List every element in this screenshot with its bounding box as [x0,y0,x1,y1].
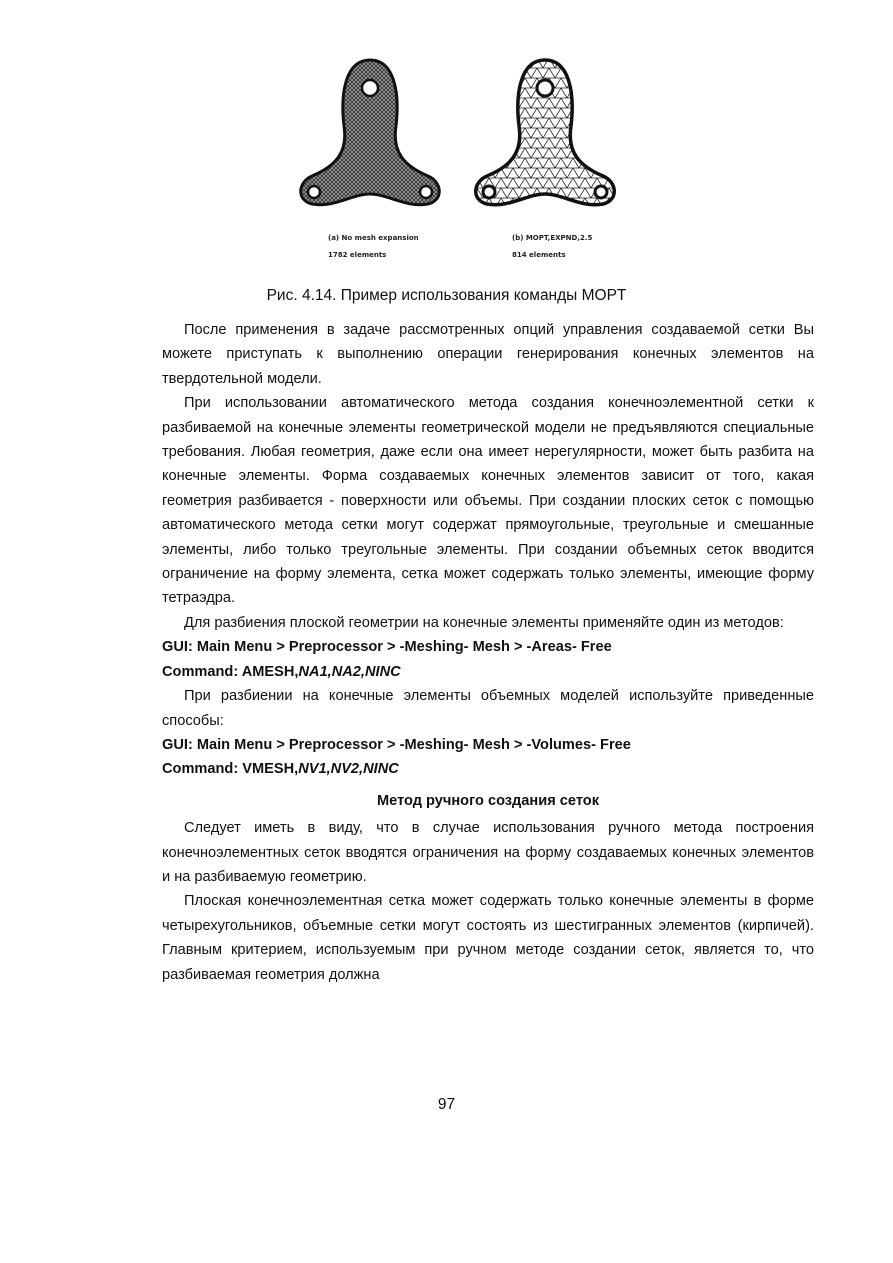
command-amesh-prefix: Command: AMESH, [162,663,299,680]
figure-caption: Рис. 4.14. Пример использования команды MOPT [266,287,627,304]
subfigure-b-label: (b) MOPT,EXPND,2.5 [512,234,593,242]
command-vmesh-args: NV1,NV2,NINC [298,761,399,778]
page-number: 97 [437,1096,456,1113]
section-heading: Метод ручного создания сеток [376,792,599,809]
mesh-part-a [301,60,440,205]
paragraph: Плоская конечноэлементная сетка может содержать только конечные элементы в форме четырехугольников, объемные сетки могут состоять из шестигранных элементов (кирпичей). Главным критерием, используемым при ручном методе создании сеток, является то, что разбиваемая геометрия должна [162,893,814,983]
subfigure-a-label: (a) No mesh expansion [328,234,419,242]
command-amesh [162,660,814,684]
paragraph: Следует иметь в виду, что в случае использования ручного метода построения конечноэлементных сеток вводятся ограничения на форму создаваемых конечных элементов и на разбиваемую геометрию. [162,820,814,885]
gui-path-areas: GUI: Main Menu > Preprocessor > -Meshing- Mesh > -Areas- Free [162,639,612,656]
subfigure-b-count: 814 elements [512,251,566,259]
body-text [162,318,814,987]
mesh-figure [290,48,650,268]
command-vmesh [162,757,814,781]
paragraph: При разбиении на конечные элементы объемных моделей используйте приведенные способы: [162,688,814,729]
command-vmesh-prefix: Command: VMESH, [162,761,299,778]
paragraph: При использовании автоматического метода создания конечноэлементной сетки к разбиваемой на конечные элементы геометрической модели не предъявляются специальные требования. Любая геометрия, даже если она имеет нерегулярности, может быть разбита на конечные элементы. Форма создаваемых конечных элементов зависит от того, какая геометрия разбивается - поверхности или объемы. При создании плоских сеток с помощью автоматического метода сетки могут содержат прямоугольные, треугольные и смешанные элементы, либо только треугольные элементы. При создании объемных сеток вводится ограничение на форму элемента, сетка может содержать только элементы, имеющие форму тетраэдра. [162,395,814,607]
gui-path-volumes: GUI: Main Menu > Preprocessor > -Meshing- Mesh > -Volumes- Free [162,736,631,753]
command-amesh-args: NA1,NA2,NINC [298,663,401,680]
paragraph: После применения в задаче рассмотренных опций управления создаваемой сетки Вы можете приступать к выполнению операции генерирования конечных элементов на твердотельной модели. [162,322,814,387]
paragraph: Для разбиения плоской геометрии на конечные элементы применяйте один из методов: [184,614,784,631]
subfigure-a-count: 1782 elements [328,251,387,259]
mesh-part-b [476,60,615,205]
